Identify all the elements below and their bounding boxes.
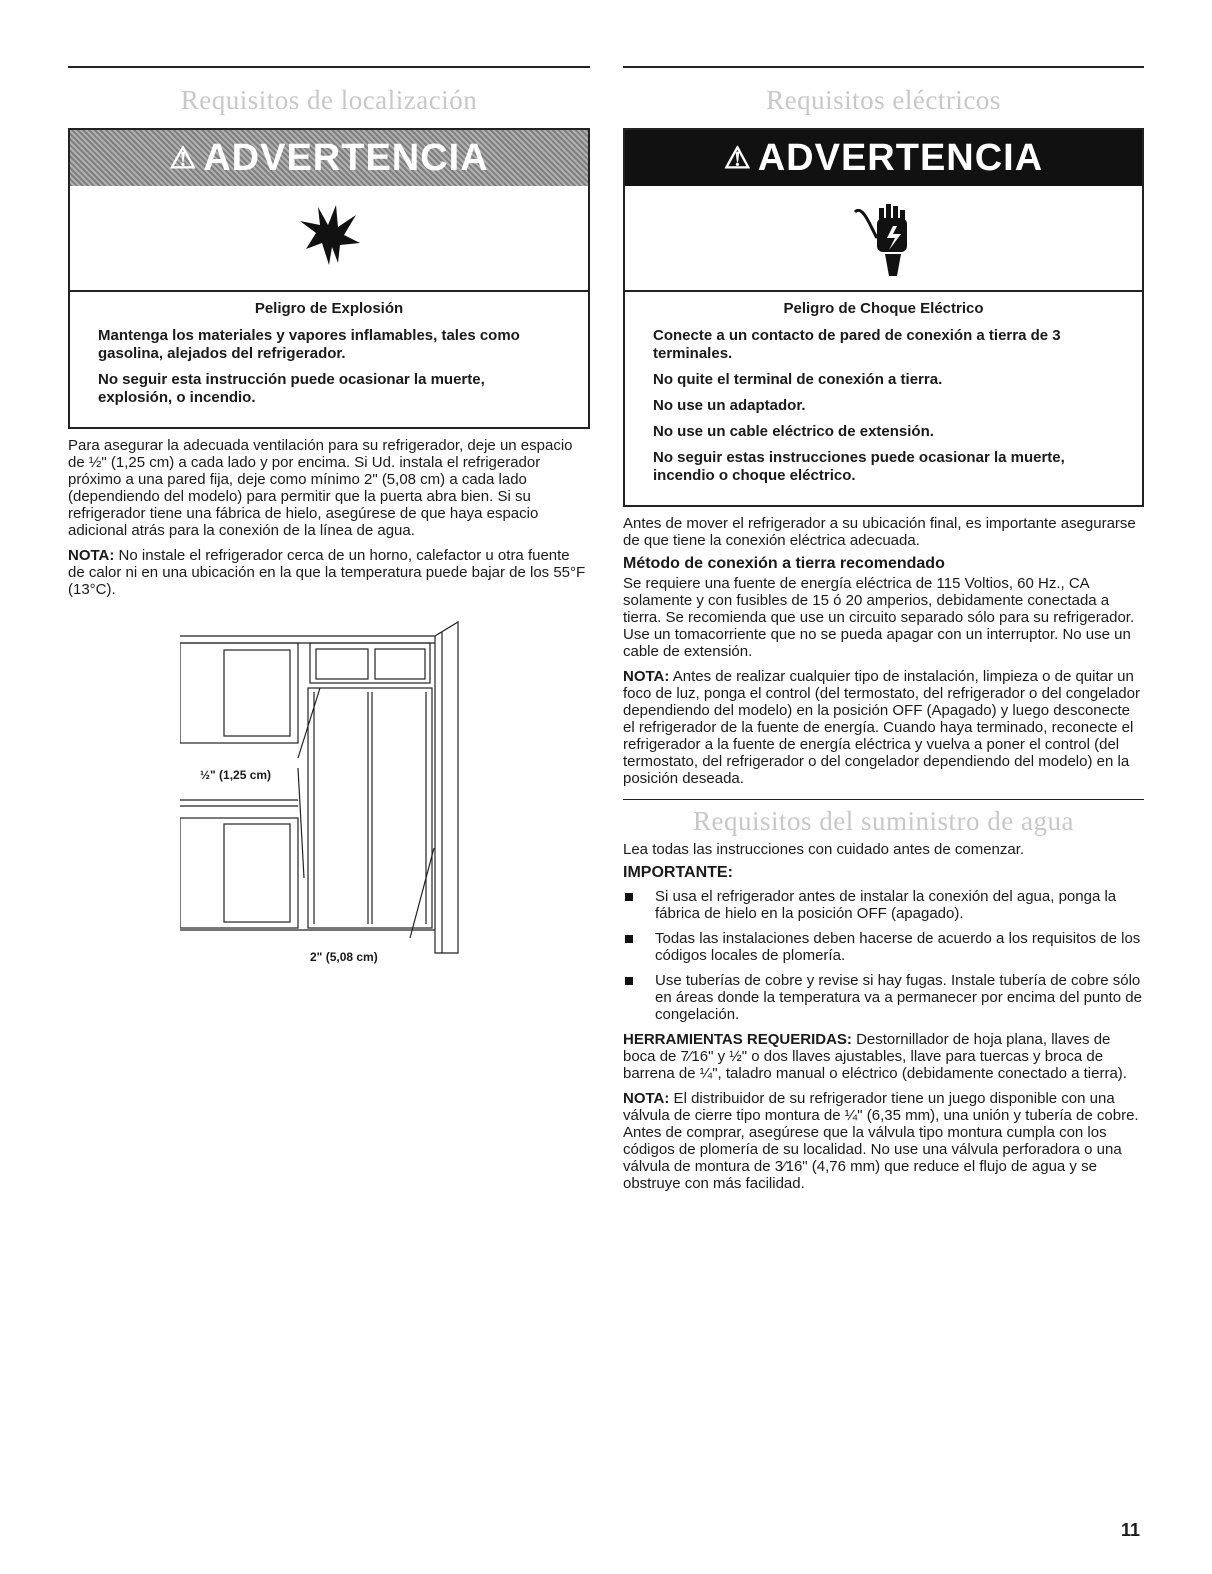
warning-banner (625, 130, 1142, 186)
right-column (623, 66, 1144, 1192)
water-intro: Lea todas las instrucciones con cuidado antes de comenzar. (623, 841, 1025, 858)
warning-line: No seguir estas instrucciones puede ocasionar la muerte, incendio o choque eléctrico. (653, 449, 1065, 484)
ventilation-paragraph: Para asegurar la adecuada ventilación para su refrigerador, deje un espacio de ½" (1,25 cm) a cada lado y por encima. Si Ud. instala el refrigerador próximo a una pared fija, deje como mínimo 2" (5,08 cm) a cada lado (dependiendo del modelo) para permitir que la puerta abra bien. Si su refrigerador tiene una fábrica de hielo, asegúrese de que haya espacio adicional atrás para la conexión de la línea de agua. (68, 437, 573, 539)
refrigerator-installation-illustration (180, 618, 480, 978)
note-text: El distribuidor de su refrigerador tiene un juego disponible con una válvula de cierre tipo montura de ¼" (6,35 mm), una unión y tubería de cobre. Antes de comprar, asegúrese que la válvula tipo montura cumpla con los códigos de plomería de su localidad. No use una válvula perforadora o una válvula de montura de 3⁄16" (4,76 mm) que reduce el flujo de agua y se obstruye con más facilidad. (623, 1090, 1139, 1192)
warning-line: No seguir esta instrucción puede ocasionar la muerte, explosión, o incendio. (98, 371, 485, 406)
note-label: NOTA: (623, 1090, 670, 1107)
grounding-method-text: Se requiere una fuente de energía eléctrica de 115 Voltios, 60 Hz., CA solamente y con fusibles de 15 ó 20 amperios, debidamente conectada a tierra. Se recomienda que use un circuito separado sólo para su refrigerador. Use un tomacorriente que no se pueda apagar con un interruptor. No use un cable de extensión. (623, 575, 1135, 660)
warning-line: Mantenga los materiales y vapores inflamables, tales como gasolina, alejados del refrigerador. (98, 327, 520, 362)
warning-banner-text: ADVERTENCIA (203, 136, 489, 179)
electrical-intro: Antes de mover el refrigerador a su ubicación final, es importante asegurarse de que tiene la conexión eléctrica adecuada. (623, 515, 1136, 549)
section-title-water: Requisitos del suministro de agua (693, 806, 1074, 836)
warning-banner-text: ADVERTENCIA (757, 136, 1044, 179)
important-list (623, 888, 1144, 1023)
tools-text: Destornillador de hoja plana, llaves de boca de 7⁄16" y ½" o dos llaves ajustables, llave para tuercas y broca de barrena de ¼", taladro manual o eléctrico (debidamente conectado a tierra). (623, 1031, 1127, 1082)
two-inch-clearance-label: 2" (5,08 cm) (310, 950, 378, 964)
page-number: 11 (1120, 1520, 1140, 1540)
warning-line: No quite el terminal de conexión a tierra. (653, 371, 943, 388)
shock-icon-area (625, 186, 1142, 292)
electric-shock-icon (849, 198, 919, 278)
hazard-title: Peligro de Choque Eléctrico (783, 300, 984, 317)
tools-required (623, 1031, 1144, 1082)
top-rule (623, 66, 1144, 68)
warning-line: Conecte a un contacto de pared de conexión a tierra de 3 terminales. (653, 327, 1061, 362)
warning-triangle-icon: ⚠ (169, 141, 198, 175)
tools-label: HERRAMIENTAS REQUERIDAS: (623, 1031, 852, 1048)
list-item: Todas las instalaciones deben hacerse de acuerdo a los requisitos de los códigos locales de plomería. (623, 930, 1144, 964)
section-divider (623, 799, 1144, 800)
left-column (68, 66, 590, 978)
hazard-title: Peligro de Explosión (254, 300, 404, 317)
electrical-note (623, 668, 1144, 787)
important-heading: IMPORTANTE: (623, 864, 733, 881)
explosion-warning-box (68, 128, 590, 429)
top-rule (68, 66, 590, 68)
warning-triangle-icon: ⚠ (723, 141, 752, 175)
note-paragraph (68, 547, 590, 598)
warning-body (625, 292, 1142, 505)
section-title-location: Requisitos de localización (180, 85, 478, 115)
note-label: NOTA: (623, 668, 670, 685)
note-text: No instale el refrigerador cerca de un horno, calefactor u otra fuente de calor ni en una ubicación en la que la temperatura puede bajar de los 55°F (13°C). (68, 547, 586, 598)
warning-body (70, 292, 588, 427)
list-item: Use tuberías de cobre y revise si hay fugas. Instale tubería de cobre sólo en áreas donde la temperatura va a permanecer por encima del punto de congelación. (623, 972, 1144, 1023)
grounding-method-heading: Método de conexión a tierra recomendado (623, 555, 945, 572)
explosion-icon-area (70, 186, 588, 292)
list-item: Si usa el refrigerador antes de instalar la conexión del agua, ponga la fábrica de hielo en la posición OFF (apagado). (623, 888, 1144, 922)
note-text: Antes de realizar cualquier tipo de instalación, limpieza o de quitar un foco de luz, ponga el control (del termostato, del refrigerador o del congelador dependiendo del modelo) en la posición OFF (Apagado) y luego desconecte el refrigerador de la fuente de energía. Cuando haya terminado, reconecte el refrigerador a la fuente de energía eléctrica y vuelva a poner el control (del termostato, del refrigerador o del congelador dependiendo del modelo) en la posición deseada. (623, 668, 1140, 787)
water-note (623, 1090, 1144, 1192)
electric-shock-warning-box (623, 128, 1144, 507)
warning-line: No use un adaptador. (653, 397, 806, 414)
section-title-electrical: Requisitos eléctricos (766, 85, 1001, 115)
note-label: NOTA: (68, 547, 115, 564)
warning-banner (70, 130, 588, 186)
explosion-icon (294, 203, 364, 273)
clearance-diagram (180, 618, 480, 978)
warning-line: No use un cable eléctrico de extensión. (653, 423, 934, 440)
half-inch-clearance-label: ½" (1,25 cm) (200, 768, 272, 782)
